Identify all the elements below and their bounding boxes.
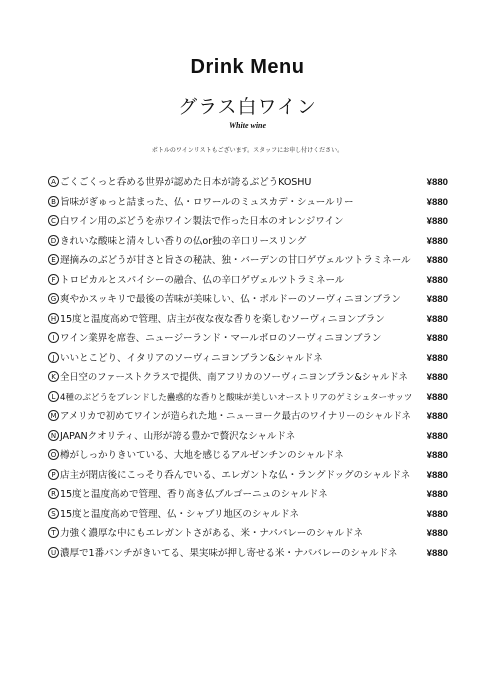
item-price: ¥880 <box>426 450 448 461</box>
item-description: 15度と温度高めで管理、店主が夜な夜な香りを楽しむソーヴィニヨンブラン <box>60 313 385 325</box>
menu-item <box>48 546 448 566</box>
menu-item <box>48 312 448 332</box>
item-description: 爽やかスッキリで最後の苦味が美味しい、仏・ボルドーのソーヴィニヨンブラン <box>60 294 401 305</box>
item-description: ワイン業界を席巻、ニュージーランド・マールボロのソーヴィニヨンブラン <box>60 333 382 344</box>
item-letter-badge: O <box>48 449 59 460</box>
item-letter-badge: L <box>48 391 59 402</box>
item-price: ¥880 <box>426 333 448 344</box>
item-description: 樽がしっかりきいている、大地を感じるアルゼンチンのシャルドネ <box>60 450 344 461</box>
item-description: きれいな酸味と清々しい香りの仏or独の辛口リースリング <box>60 235 307 247</box>
item-letter-badge: S <box>48 508 59 519</box>
menu-item <box>48 487 448 507</box>
item-description: 力強く濃厚な中にもエレガントさがある、米・ナパバレーのシャルドネ <box>60 528 363 539</box>
item-price: ¥880 <box>426 411 448 422</box>
item-price: ¥880 <box>426 528 448 539</box>
item-letter-badge: R <box>48 488 59 499</box>
menu-item <box>48 370 448 390</box>
item-letter-badge: G <box>48 293 59 304</box>
menu-item <box>48 429 448 449</box>
item-letter-badge: E <box>48 254 59 265</box>
item-description: 15度と温度高めで管理、仏・シャブリ地区のシャルドネ <box>60 508 299 520</box>
item-letter-badge: A <box>48 176 59 187</box>
menu-item <box>48 468 448 488</box>
menu-item <box>48 507 448 527</box>
item-letter-badge: P <box>48 469 59 480</box>
item-price: ¥880 <box>426 430 448 442</box>
item-letter-badge: B <box>48 196 59 207</box>
item-price: ¥880 <box>426 547 448 559</box>
item-price: ¥880 <box>426 313 448 325</box>
item-price: ¥880 <box>426 372 448 383</box>
item-letter-badge: M <box>48 410 59 421</box>
menu-item <box>48 526 448 546</box>
section-title: グラス白ワイン <box>178 96 317 118</box>
item-letter-badge: F <box>48 274 59 285</box>
item-price: ¥880 <box>426 196 448 208</box>
menu-item <box>48 234 448 254</box>
menu-item <box>48 390 448 410</box>
item-description: 15度と温度高めで管理、香り高き仏ブルゴーニュのシャルドネ <box>60 489 328 500</box>
item-letter-badge: K <box>48 371 59 382</box>
item-price: ¥880 <box>426 235 448 247</box>
item-price: ¥880 <box>426 177 448 188</box>
menu-item <box>48 448 448 468</box>
menu-item <box>48 292 448 312</box>
menu-item <box>48 331 448 351</box>
item-price: ¥880 <box>426 216 448 227</box>
item-letter-badge: J <box>48 352 59 363</box>
item-letter-badge: H <box>48 313 59 324</box>
item-description: JAPANクオリティ、山形が誇る豊かで贅沢なシャルドネ <box>60 430 296 442</box>
menu-item <box>48 351 448 371</box>
section-subtitle-en: White wine <box>228 121 267 130</box>
item-price: ¥880 <box>426 352 448 364</box>
item-price: ¥880 <box>426 508 448 520</box>
item-letter-badge: U <box>48 547 59 558</box>
item-description: 白ワイン用のぶどうを赤ワイン製法で作った日本のオレンジワイン <box>60 216 344 227</box>
wine-list <box>48 175 448 565</box>
menu-item <box>48 195 448 215</box>
menu-item <box>48 273 448 293</box>
item-letter-badge: D <box>48 235 59 246</box>
item-description: 遅摘みのぶどうが甘さと旨さの秘訣、独・バーデンの甘口ゲヴェルツトラミネール <box>60 255 411 266</box>
item-price: ¥880 <box>426 469 448 481</box>
item-price: ¥880 <box>426 274 448 286</box>
bottle-list-notice: ボトルのワインリストもございます。スタッフにお申し付けください。 <box>151 147 344 154</box>
item-price: ¥880 <box>426 489 448 500</box>
page-title: Drink Menu <box>190 56 305 78</box>
item-letter-badge: T <box>48 527 59 538</box>
item-description: トロピカルとスパイシーの融合、仏の辛口ゲヴェルツトラミネール <box>60 274 345 286</box>
item-letter-badge: I <box>48 332 59 343</box>
item-description: 濃厚で1番パンチがきいてる、果実味が押し寄せる米・ナパバレーのシャルドネ <box>60 547 398 559</box>
item-description: 店主が閉店後にこっそり呑んでいる、エレガントな仏・ラングドッグのシャルドネ <box>60 469 411 481</box>
menu-item <box>48 175 448 195</box>
menu-item <box>48 214 448 234</box>
item-price: ¥880 <box>426 391 448 403</box>
item-price: ¥880 <box>426 294 448 305</box>
item-description: 旨味がぎゅっと詰まった、仏・ロワールのミュスカデ・シュールリー <box>60 196 354 208</box>
item-description: 全日空のファーストクラスで提供、南アフリカのソーヴィニヨンブラン&シャルドネ <box>60 372 408 383</box>
menu-item <box>48 409 448 429</box>
item-description: ごくごくっと呑める世界が認めた日本が誇るぶどうKOSHU <box>60 177 312 188</box>
item-letter-badge: C <box>48 215 59 226</box>
item-description: 4種のぶどうをブレンドした蠱惑的な香りと酸味が美しいオーストリアのゲミシュターサッツ <box>60 392 413 403</box>
item-letter-badge: N <box>48 430 59 441</box>
item-price: ¥880 <box>426 255 448 266</box>
item-description: アメリカで初めてワインが造られた地・ニューヨーク最古のワイナリーのシャルドネ <box>60 411 411 422</box>
menu-item <box>48 253 448 273</box>
item-description: いいとこどり、イタリアのソーヴィニヨンブラン&シャルドネ <box>60 352 323 364</box>
